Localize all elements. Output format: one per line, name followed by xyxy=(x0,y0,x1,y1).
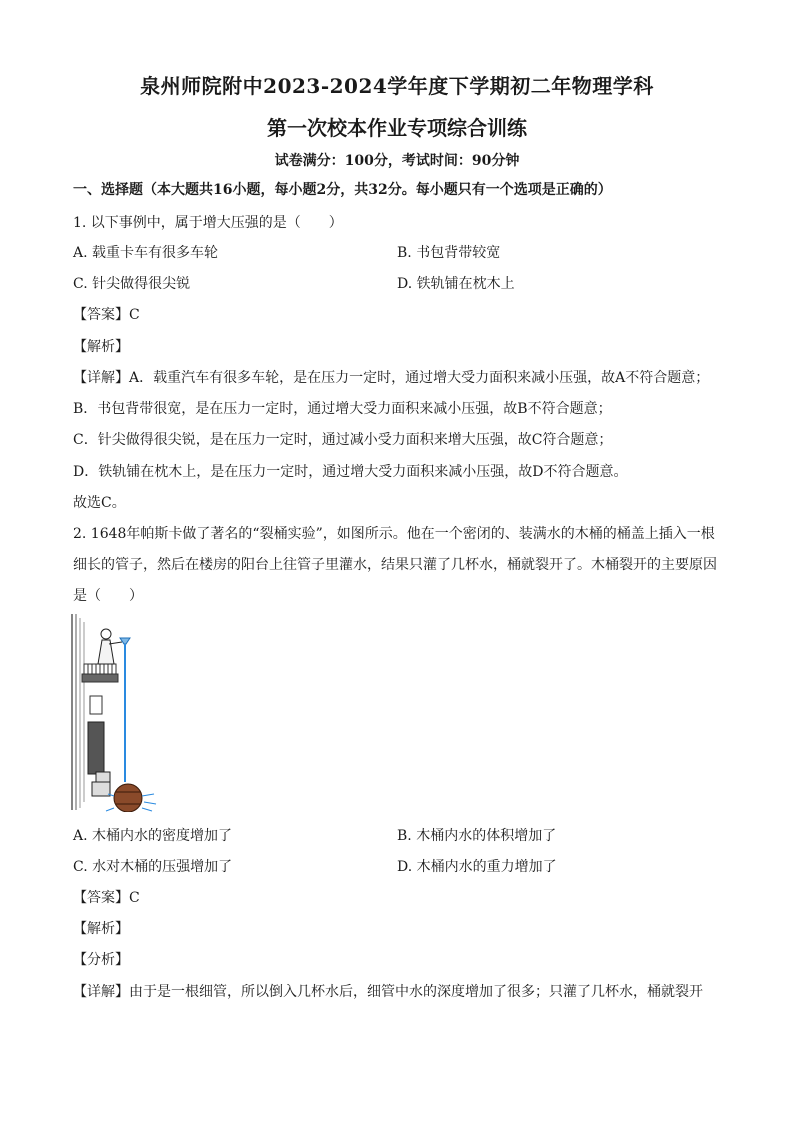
q1-option-d: D. 铁轨铺在枕木上 xyxy=(397,276,515,292)
q2-fenxi-label: 【分析】 xyxy=(73,952,129,968)
q2-option-b: B. 木桶内水的体积增加了 xyxy=(397,828,557,844)
exam-title: 泉州师院附中2023-2024学年度下学期初二年物理学科 xyxy=(140,74,654,98)
q1-option-b: B. 书包背带较宽 xyxy=(397,245,501,261)
q2-option-a: A. 木桶内水的密度增加了 xyxy=(73,828,233,844)
section-heading: 一、选择题（本大题共16小题，每小题2分，共32分。每小题只有一个选项是正确的） xyxy=(73,182,612,198)
q1-option-a: A. 载重卡车有很多车轮 xyxy=(73,245,219,261)
q2-option-c: C. 水对木桶的压强增加了 xyxy=(73,859,233,875)
question-2-stem: 2. 1648年帕斯卡做了著名的“裂桶实验”，如图所示。他在一个密闭的、装满水的木桶的桶盖上插入一根 xyxy=(73,526,715,542)
q2-answer: 【答案】C xyxy=(73,890,140,906)
q1-detail-line: D．铁轨铺在枕木上，是在压力一定时，通过增大受力面积来减小压强，故D不符合题意。 xyxy=(73,464,628,480)
q2-detail-line: 【详解】由于是一根细管，所以倒入几杯水后，细管中水的深度增加了很多；只灌了几杯水，桶就裂开 xyxy=(73,984,703,1000)
q1-analysis-label: 【解析】 xyxy=(73,339,129,355)
question-2-stem: 细长的管子，然后在楼房的阳台上往管子里灌水，结果只灌了几杯水，桶就裂开了。木桶裂开的主要原因 xyxy=(73,557,717,573)
pascal-barrel-experiment-figure xyxy=(68,612,158,812)
q2-option-d: D. 木桶内水的重力增加了 xyxy=(397,859,557,875)
exam-subtitle-title: 第一次校本作业专项综合训练 xyxy=(267,116,527,140)
q1-conclusion: 故选C。 xyxy=(73,495,126,511)
q1-detail-line: 【详解】A．载重汽车有很多车轮，是在压力一定时，通过增大受力面积来减小压强，故A不符合题意； xyxy=(73,370,710,386)
q2-analysis-label: 【解析】 xyxy=(73,921,129,937)
question-2-stem: 是（ ） xyxy=(73,588,143,604)
q1-detail-line: B．书包背带很宽，是在压力一定时，通过增大受力面积来减小压强，故B不符合题意； xyxy=(73,401,612,417)
exam-info: 试卷满分：100分，考试时间：90分钟 xyxy=(274,153,520,169)
question-1-stem: 1. 以下事例中，属于增大压强的是（ ） xyxy=(73,215,343,231)
q1-answer: 【答案】C xyxy=(73,307,140,323)
q1-detail-line: C．针尖做得很尖锐，是在压力一定时，通过减小受力面积来增大压强，故C符合题意； xyxy=(73,432,613,448)
q1-option-c: C. 针尖做得很尖锐 xyxy=(73,276,191,292)
